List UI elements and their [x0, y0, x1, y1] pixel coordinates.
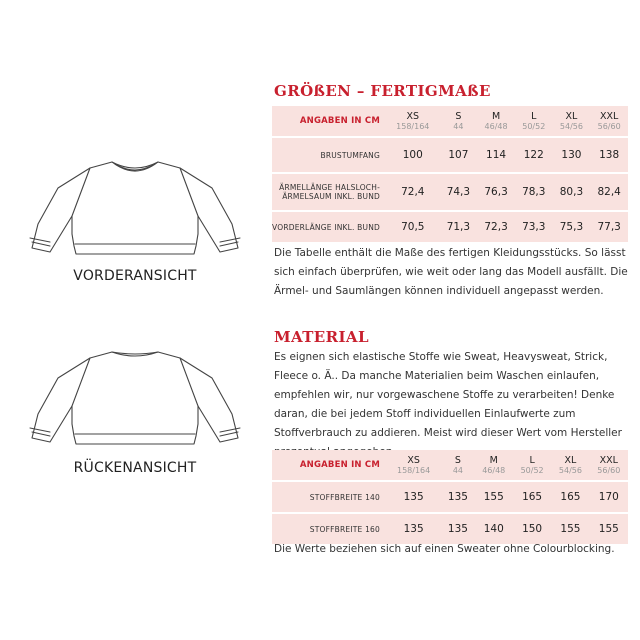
size-column-header: S 44: [440, 106, 478, 136]
table-cell: 140: [475, 514, 513, 544]
table-header-row: [272, 450, 628, 480]
table-row: [272, 482, 628, 512]
table-cell: 75,3: [553, 212, 591, 242]
size-column-header: L 50/52: [515, 106, 553, 136]
header-label: ANGABEN IN CM: [272, 450, 386, 480]
header-label: ANGABEN IN CM: [272, 106, 386, 136]
table-cell: 77,3: [590, 212, 628, 242]
row-label: BRUSTUMFANG: [272, 138, 386, 172]
size-column-header: XS 158/164: [386, 450, 441, 480]
table-cell: 71,3: [440, 212, 478, 242]
sizes-description: Die Tabelle enthält die Maße des fertigen Kleidungsstücks. So lässt sich einfach überprüfen, wie weit oder lang das Modell ausfällt. Die Ärmel- und Saumlängen können individuell angepasst werden.: [274, 247, 628, 297]
table-cell: 80,3: [553, 174, 591, 210]
table-cell: 76,3: [477, 174, 515, 210]
size-column-header: S 44: [441, 450, 474, 480]
front-view-label: VORDERANSICHT: [73, 268, 197, 284]
sweater-front-view-illustration: [20, 150, 250, 265]
table-cell: 135: [441, 514, 474, 544]
row-label: ÄRMELLÄNGE HALSLOCH-ÄRMELSAUM INKL. BUND: [272, 174, 386, 210]
sweater-back-view-illustration: [20, 340, 250, 455]
size-column-header: XS 158/164: [386, 106, 440, 136]
table-cell: 72,3: [477, 212, 515, 242]
material-footnote: Die Werte beziehen sich auf einen Sweater ohne Colourblocking.: [274, 543, 615, 555]
table-cell: 165: [551, 482, 589, 512]
size-column-header: XXL 56/60: [590, 106, 628, 136]
size-column-header: XXL 56/60: [590, 450, 628, 480]
table-cell: 107: [440, 138, 478, 172]
table-cell: 73,3: [515, 212, 553, 242]
table-cell: 122: [515, 138, 553, 172]
back-view-label: RÜCKENANSICHT: [73, 460, 197, 476]
size-column-header: XL 54/56: [553, 106, 591, 136]
table-cell: 100: [386, 138, 440, 172]
table-cell: 78,3: [515, 174, 553, 210]
row-label: STOFFBREITE 140: [272, 482, 386, 512]
table-cell: 155: [475, 482, 513, 512]
table-cell: 82,4: [590, 174, 628, 210]
table-cell: 114: [477, 138, 515, 172]
row-label: VORDERLÄNGE INKL. BUND: [272, 212, 386, 242]
material-heading: MATERIAL: [274, 328, 369, 346]
table-header-row: [272, 106, 628, 136]
table-cell: 138: [590, 138, 628, 172]
table-row: [272, 174, 628, 210]
finished-measurements-table: [272, 104, 628, 244]
table-cell: 74,3: [440, 174, 478, 210]
table-cell: 135: [386, 514, 441, 544]
fabric-requirement-table: [272, 448, 628, 546]
size-column-header: M 46/48: [475, 450, 513, 480]
size-column-header: L 50/52: [513, 450, 551, 480]
table-cell: 150: [513, 514, 551, 544]
sizes-heading: GRÖßEN – FERTIGMAßE: [274, 82, 491, 100]
row-label: STOFFBREITE 160: [272, 514, 386, 544]
table-cell: 72,4: [386, 174, 440, 210]
table-row: [272, 212, 628, 242]
table-cell: 155: [551, 514, 589, 544]
table-cell: 135: [386, 482, 441, 512]
size-column-header: M 46/48: [477, 106, 515, 136]
table-cell: 170: [590, 482, 628, 512]
table-cell: 135: [441, 482, 474, 512]
material-description: Es eignen sich elastische Stoffe wie Sweat, Heavysweat, Strick, Fleece o. Ä.. Da manche Materialien beim Waschen einlaufen, empfehlen wir, nur vorgewaschene Stoffe zu verarbeiten! Denke daran, die bei jedem Stoff individuellen Einlaufwerte zum Stoffverbrauch zu addieren. Meist wird dieser Wert vom Hersteller: [274, 351, 622, 439]
table-cell: 70,5: [386, 212, 440, 242]
size-column-header: XL 54/56: [551, 450, 589, 480]
table-cell: 155: [590, 514, 628, 544]
table-cell: 130: [553, 138, 591, 172]
table-cell: 165: [513, 482, 551, 512]
table-row: [272, 138, 628, 172]
